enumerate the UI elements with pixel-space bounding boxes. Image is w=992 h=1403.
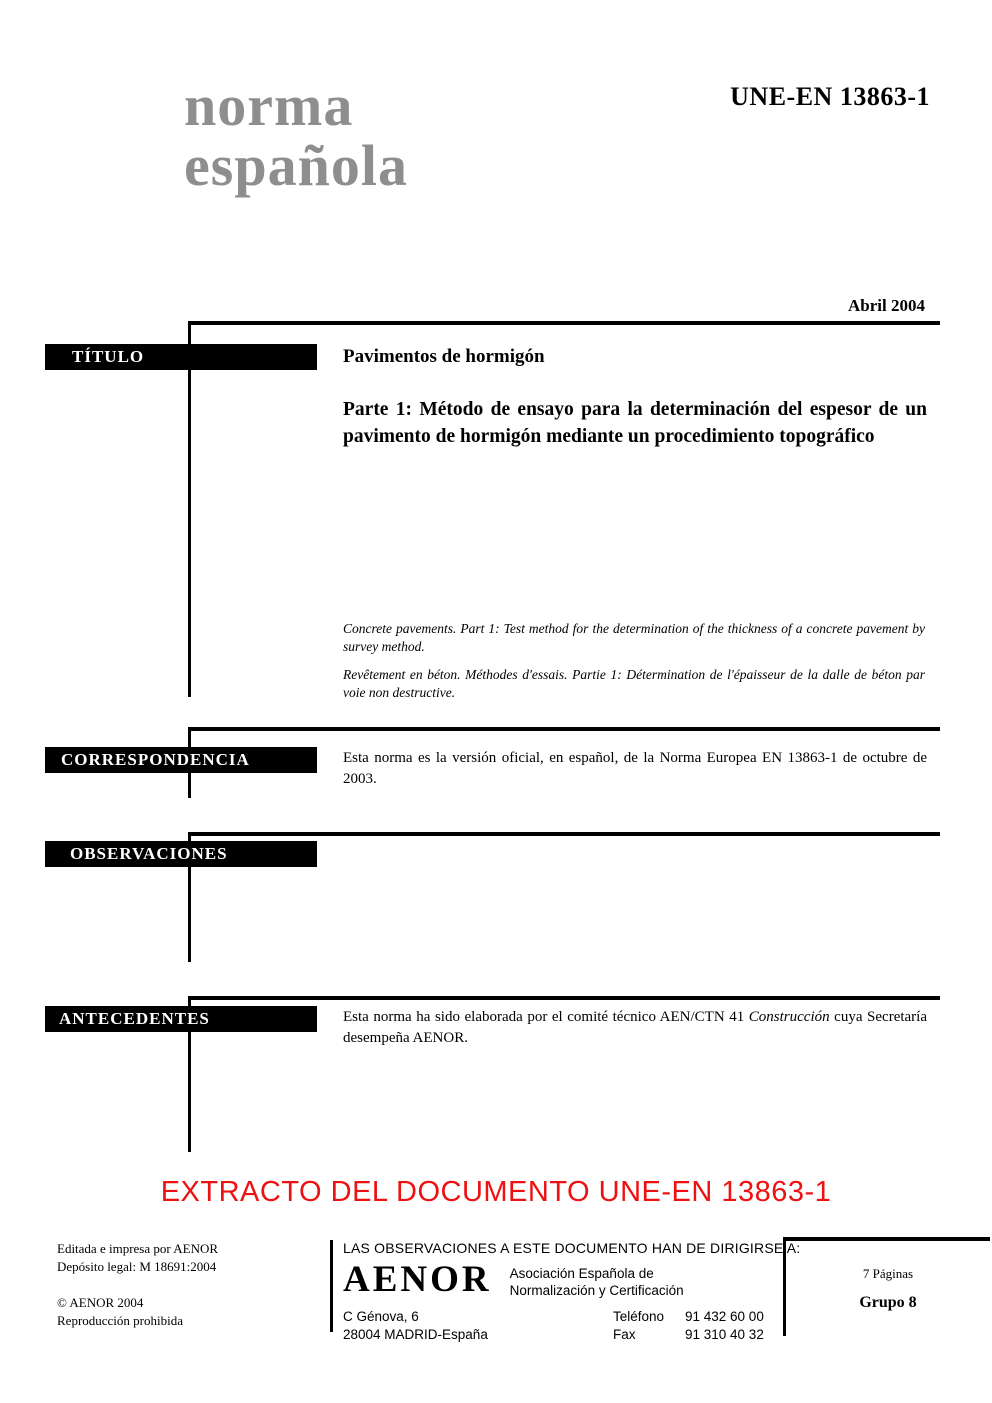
aenor-address-block	[343, 1308, 773, 1343]
brand-line-espanola: española	[184, 133, 408, 198]
footer-pages-group-box	[783, 1237, 990, 1336]
antecedentes-label-bar: ANTECEDENTES	[45, 1006, 317, 1032]
titulo-label-bar: TÍTULO	[45, 344, 317, 370]
phone-label: Teléfono	[613, 1309, 665, 1324]
fax-label: Fax	[613, 1327, 636, 1342]
fax-number: 91 310 40 32	[685, 1327, 764, 1342]
standard-title: Pavimentos de hormigón	[343, 346, 545, 367]
aenor-org-name	[510, 1262, 684, 1299]
titulo-section-rule	[188, 321, 940, 325]
french-title: Revêtement en béton. Méthodes d'essais. Partie 1: Détermination de l'épaisseur de la dalle de béton par voie non destructive.	[343, 667, 925, 700]
correspondencia-body: Esta norma es la versión oficial, en español, de la Norma Europea EN 13863-1 de octubre de 2003.	[343, 750, 927, 787]
footer-copyright: © AENOR 2004	[57, 1295, 144, 1310]
phone-number: 91 432 60 00	[685, 1309, 764, 1324]
footer-divider-line	[330, 1240, 333, 1332]
group-label: Grupo 8	[859, 1294, 917, 1311]
observaciones-section-rule	[188, 832, 940, 836]
aenor-org-line2: Normalización y Certificación	[509, 1283, 684, 1298]
footer-publisher-block	[57, 1240, 218, 1330]
extracto-banner: EXTRACTO DEL DOCUMENTO UNE-EN 13863-1	[160, 1176, 832, 1208]
english-title: Concrete pavements. Part 1: Test method for the determination of the thickness of a concrete pavement by survey method.	[343, 621, 925, 654]
antecedentes-body-prefix: Esta norma ha sido elaborada por el comité técnico AEN/CTN 41	[343, 1009, 749, 1025]
norma-espanola-logo	[184, 73, 408, 198]
observaciones-label-bar: OBSERVACIONES	[45, 841, 317, 867]
titulo-section-vline	[188, 321, 191, 697]
antecedentes-committee-name: Construcción	[748, 1009, 830, 1025]
footer-left-spacer	[57, 1276, 218, 1294]
aenor-city: 28004 MADRID-España	[343, 1327, 488, 1342]
correspondencia-section-rule	[188, 727, 940, 731]
footer-observations-notice: LAS OBSERVACIONES A ESTE DOCUMENTO HAN DE DIRIGIRSE A:	[343, 1240, 801, 1256]
pages-count: 7 Páginas	[862, 1266, 914, 1281]
footer-edited-by: Editada e impresa por AENOR	[57, 1241, 219, 1256]
aenor-logo: AENOR	[343, 1259, 492, 1300]
brand-line-norma: norma	[184, 73, 354, 138]
footer-legal-deposit: Depósito legal: M 18691:2004	[57, 1259, 217, 1274]
antecedentes-body-suffix: cuya Secretaría desempeña AENOR.	[343, 1009, 927, 1046]
aenor-org-line1: Asociación Española de	[509, 1266, 654, 1281]
document-code: UNE-EN 13863-1	[730, 82, 930, 111]
footer-reproduction-notice: Reproducción prohibida	[57, 1313, 183, 1328]
correspondencia-label-bar: CORRESPONDENCIA	[45, 747, 317, 773]
aenor-logo-row	[343, 1259, 773, 1300]
antecedentes-body	[343, 1007, 927, 1049]
footer-contact-block	[343, 1240, 801, 1343]
issue-date: Abril 2004	[848, 296, 925, 315]
standard-subtitle: Parte 1: Método de ensayo para la determinación del espesor de un pavimento de hormigón mediante un procedimiento topográfico	[343, 399, 927, 447]
aenor-street: C Génova, 6	[343, 1309, 419, 1324]
antecedentes-section-rule	[188, 996, 940, 1000]
